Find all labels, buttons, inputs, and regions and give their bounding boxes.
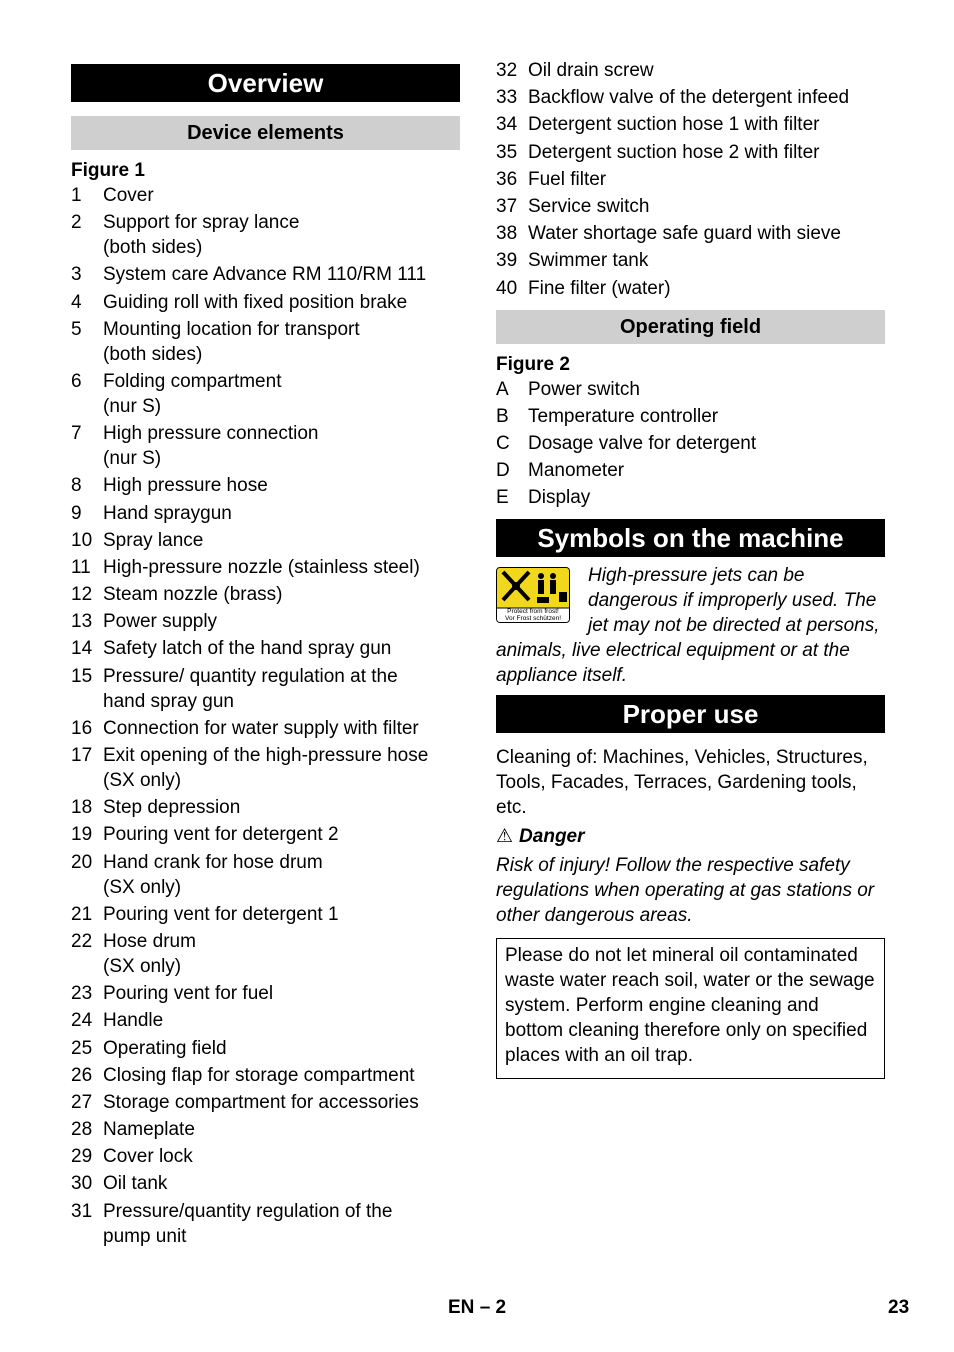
item-text-line: Cover lock: [103, 1146, 193, 1168]
item-number: 6: [71, 370, 82, 392]
list-item: [71, 664, 460, 714]
item-number: 25: [71, 1037, 93, 1059]
list-item: [71, 317, 460, 367]
symbols-description: High-pressure jets can be dangerous if improperly used. The jet may not be directed at persons, animals, live electrical equipment or at the appliance itself.: [496, 564, 880, 686]
item-text: [103, 501, 460, 526]
item-text-line: Detergent suction hose 1 with filter: [528, 114, 820, 136]
item-number: 36: [496, 168, 518, 190]
figure1-label: Figure 1: [71, 160, 145, 181]
item-text-line: Detergent suction hose 2 with filter: [528, 141, 820, 163]
item-text-line: High-pressure nozzle (stainless steel): [103, 556, 420, 578]
proper-use-text: Cleaning of: Machines, Vehicles, Structures, Tools, Facades, Terraces, Gardening tools, etc.: [496, 746, 868, 818]
item-text: [103, 1036, 460, 1061]
item-text-line: Power supply: [103, 611, 218, 633]
item-text-line: Nameplate: [103, 1119, 195, 1141]
list-item: [71, 1063, 460, 1088]
list-item: [496, 485, 885, 510]
item-text-line: Steam nozzle (brass): [103, 584, 283, 606]
item-number: 35: [496, 141, 518, 163]
item-number: 15: [71, 665, 93, 687]
list-item: [71, 850, 460, 900]
item-number: 10: [71, 529, 93, 551]
item-text-line: Dosage valve for detergent: [528, 433, 757, 455]
item-text-line: (SX only): [103, 955, 182, 977]
item-text: [528, 85, 885, 110]
item-text-line: Pressure/quantity regulation of the: [103, 1200, 393, 1222]
item-text-line: Display: [528, 487, 591, 509]
list-item: [496, 221, 885, 246]
item-text: [103, 1063, 460, 1088]
item-text-line: Safety latch of the hand spray gun: [103, 638, 392, 660]
item-number: 4: [71, 291, 82, 313]
item-number: 38: [496, 223, 518, 245]
item-text: [103, 743, 460, 793]
item-number: 20: [71, 851, 93, 873]
list-item: [71, 1199, 460, 1249]
item-number: 1: [71, 185, 82, 206]
list-item: [71, 210, 460, 260]
operating-field-list: [496, 377, 885, 511]
item-number: 14: [71, 638, 93, 660]
item-text-line: Manometer: [528, 460, 625, 482]
symbol-caption: Protect from frost! Vor Frost schützen!: [505, 607, 561, 622]
item-text: [103, 183, 460, 208]
item-number: 12: [71, 584, 93, 606]
item-number: 13: [71, 611, 93, 633]
item-text: [528, 485, 885, 510]
item-text: [103, 1008, 460, 1033]
left-column: [71, 58, 460, 1251]
list-item: [71, 1144, 460, 1169]
list-item: [496, 458, 885, 483]
item-number: 7: [71, 423, 82, 445]
item-number: 16: [71, 717, 93, 739]
item-number: 24: [71, 1010, 93, 1032]
list-item: [71, 1117, 460, 1142]
item-text: [103, 369, 460, 419]
item-text-line: System care Advance RM 110/RM 111: [103, 264, 427, 286]
item-number: 31: [71, 1200, 93, 1222]
item-text-line: Hand spraygun: [103, 502, 232, 524]
item-text: [528, 58, 885, 83]
item-text: [103, 1199, 460, 1249]
item-text-line: Backflow valve of the detergent infeed: [528, 87, 850, 109]
item-number: 37: [496, 195, 518, 217]
item-number: 32: [496, 60, 518, 81]
item-text-line: Pouring vent for fuel: [103, 983, 274, 1005]
device-elements-list: [71, 183, 460, 1249]
list-item: [496, 431, 885, 456]
item-text-line: Closing flap for storage compartment: [103, 1064, 415, 1086]
item-number: 5: [71, 318, 82, 340]
item-text-line: Hose drum: [103, 930, 196, 952]
item-text: [103, 609, 460, 634]
item-text-line: Water shortage safe guard with sieve: [528, 223, 841, 245]
item-text: [528, 404, 885, 429]
item-text-line: Spray lance: [103, 529, 204, 551]
item-text-line: Support for spray lance: [103, 212, 300, 234]
list-item: [496, 248, 885, 273]
item-text-line: Oil tank: [103, 1173, 168, 1195]
item-text-line: Handle: [103, 1010, 164, 1032]
list-item: [496, 85, 885, 110]
item-text: [528, 377, 885, 402]
item-number: 28: [71, 1119, 93, 1141]
list-item: [71, 369, 460, 419]
item-text: [528, 458, 885, 483]
item-number: E: [496, 487, 509, 509]
item-text-line: Fuel filter: [528, 168, 607, 190]
item-text: [528, 276, 885, 301]
item-number: 34: [496, 114, 518, 136]
list-item: [496, 404, 885, 429]
item-text: [103, 528, 460, 553]
item-number: 3: [71, 264, 82, 286]
item-text-line: High pressure hose: [103, 475, 268, 497]
item-number: 27: [71, 1091, 93, 1113]
item-text-line: (SX only): [103, 876, 182, 898]
item-number: 17: [71, 745, 93, 766]
list-item: [71, 716, 460, 741]
item-number: 40: [496, 277, 518, 299]
list-item: [71, 609, 460, 634]
item-text-line: Pouring vent for detergent 1: [103, 903, 339, 925]
item-text-line: Pressure/ quantity regulation at the: [103, 665, 398, 687]
item-text-line: Temperature controller: [528, 405, 719, 427]
list-item: [71, 929, 460, 979]
list-item: [71, 501, 460, 526]
list-item: [71, 555, 460, 580]
item-text-line: Power switch: [528, 378, 640, 400]
list-item: [71, 582, 460, 607]
item-text: [528, 112, 885, 137]
item-text: [103, 795, 460, 820]
item-number: 2: [71, 212, 82, 234]
page-number: 23: [888, 1297, 910, 1318]
item-number: 26: [71, 1064, 93, 1086]
list-item: [71, 528, 460, 553]
item-text-line: Guiding roll with fixed position brake: [103, 291, 408, 313]
danger-heading: ⚠ Danger: [496, 825, 585, 847]
item-number: 30: [71, 1173, 93, 1195]
list-item: [71, 1171, 460, 1196]
oil-notice-box: Please do not let mineral oil contaminated waste water reach soil, water or the sewage system. Perform engine cleaning and bottom cleaning therefore only on specified places with an oil trap.: [496, 938, 885, 1079]
item-text-line: Pouring vent for detergent 2: [103, 824, 339, 846]
danger-text: Risk of injury! Follow the respective safety regulations when operating at gas stations or other dangerous areas.: [496, 854, 875, 926]
list-item: [496, 276, 885, 301]
item-text: [103, 421, 460, 471]
device-elements-heading: Device elements: [71, 116, 460, 150]
list-item: [71, 795, 460, 820]
item-text-line: (SX only): [103, 770, 182, 791]
item-text: [103, 850, 460, 900]
item-text: [528, 167, 885, 192]
list-item: [496, 377, 885, 402]
item-text-line: Connection for water supply with filter: [103, 717, 419, 739]
item-text: [528, 431, 885, 456]
item-text: [103, 290, 460, 315]
list-item: [71, 473, 460, 498]
item-number: 22: [71, 930, 93, 952]
item-text-line: Operating field: [103, 1037, 227, 1059]
item-text-line: Fine filter (water): [528, 277, 671, 299]
item-text: [528, 221, 885, 246]
item-number: D: [496, 460, 510, 482]
item-text: [528, 248, 885, 273]
list-item: [71, 636, 460, 661]
item-text: [103, 902, 460, 927]
list-item: [496, 167, 885, 192]
item-text-line: Swimmer tank: [528, 250, 649, 272]
item-text: [103, 555, 460, 580]
item-number: C: [496, 433, 510, 455]
item-text: [103, 1144, 460, 1169]
item-text-line: Hand crank for hose drum: [103, 851, 323, 873]
figure2-label: Figure 2: [496, 353, 570, 375]
item-number: 8: [71, 475, 82, 497]
list-item: [71, 1036, 460, 1061]
item-number: 9: [71, 502, 82, 524]
list-item: [71, 183, 460, 208]
item-number: A: [496, 378, 509, 400]
item-text: [103, 473, 460, 498]
item-text: [103, 317, 460, 367]
list-item: [71, 902, 460, 927]
item-number: 11: [71, 556, 91, 578]
item-text-line: Storage compartment for accessories: [103, 1091, 419, 1113]
item-text: [103, 822, 460, 847]
item-text-line: Oil drain screw: [528, 60, 654, 81]
item-text-line: (both sides): [103, 343, 203, 365]
item-text: [103, 636, 460, 661]
high-pressure-warning-icon: [496, 567, 570, 623]
item-text-line: Service switch: [528, 195, 650, 217]
right-column: [496, 58, 885, 1079]
item-text-line: Step depression: [103, 797, 241, 819]
item-text: [528, 140, 885, 165]
item-text: [103, 664, 460, 714]
warning-triangle-icon: ⚠: [496, 825, 514, 847]
list-item: [71, 743, 460, 793]
item-number: 19: [71, 824, 93, 846]
list-item: [71, 262, 460, 287]
list-item: [496, 58, 885, 83]
list-item: [71, 822, 460, 847]
symbols-section: [496, 563, 885, 688]
item-text: [528, 194, 885, 219]
overview-heading: Overview: [71, 64, 460, 102]
item-text: [103, 1171, 460, 1196]
item-number: 33: [496, 87, 518, 109]
item-text: [103, 929, 460, 979]
item-text-line: High pressure connection: [103, 423, 319, 445]
item-number: 39: [496, 250, 518, 272]
item-text: [103, 1117, 460, 1142]
item-number: 23: [71, 983, 93, 1005]
item-text: [103, 1090, 460, 1115]
device-elements-list-continued: [496, 58, 885, 301]
list-item: [496, 112, 885, 137]
footer-language: EN – 2: [448, 1297, 507, 1318]
item-text: [103, 716, 460, 741]
list-item: [496, 140, 885, 165]
item-text-line: (nur S): [103, 448, 162, 470]
item-number: 21: [71, 903, 93, 925]
list-item: [71, 421, 460, 471]
list-item: [71, 1090, 460, 1115]
operating-field-heading: Operating field: [496, 310, 885, 344]
list-item: [71, 981, 460, 1006]
item-text-line: Folding compartment: [103, 370, 282, 392]
item-number: B: [496, 405, 509, 427]
item-text-line: pump unit: [103, 1225, 187, 1247]
item-text: [103, 210, 460, 260]
proper-use-heading: Proper use: [496, 695, 885, 733]
symbols-heading: Symbols on the machine: [496, 519, 885, 557]
item-number: 18: [71, 797, 93, 819]
item-text: [103, 262, 460, 287]
item-text: [103, 981, 460, 1006]
list-item: [71, 1008, 460, 1033]
item-number: 29: [71, 1146, 93, 1168]
list-item: [71, 290, 460, 315]
item-text-line: Exit opening of the high-pressure hose: [103, 745, 429, 766]
item-text-line: (both sides): [103, 237, 203, 259]
item-text-line: (nur S): [103, 395, 162, 417]
list-item: [496, 194, 885, 219]
item-text-line: Cover: [103, 185, 154, 206]
item-text-line: hand spray gun: [103, 690, 234, 712]
item-text: [103, 582, 460, 607]
item-text-line: Mounting location for transport: [103, 318, 360, 340]
